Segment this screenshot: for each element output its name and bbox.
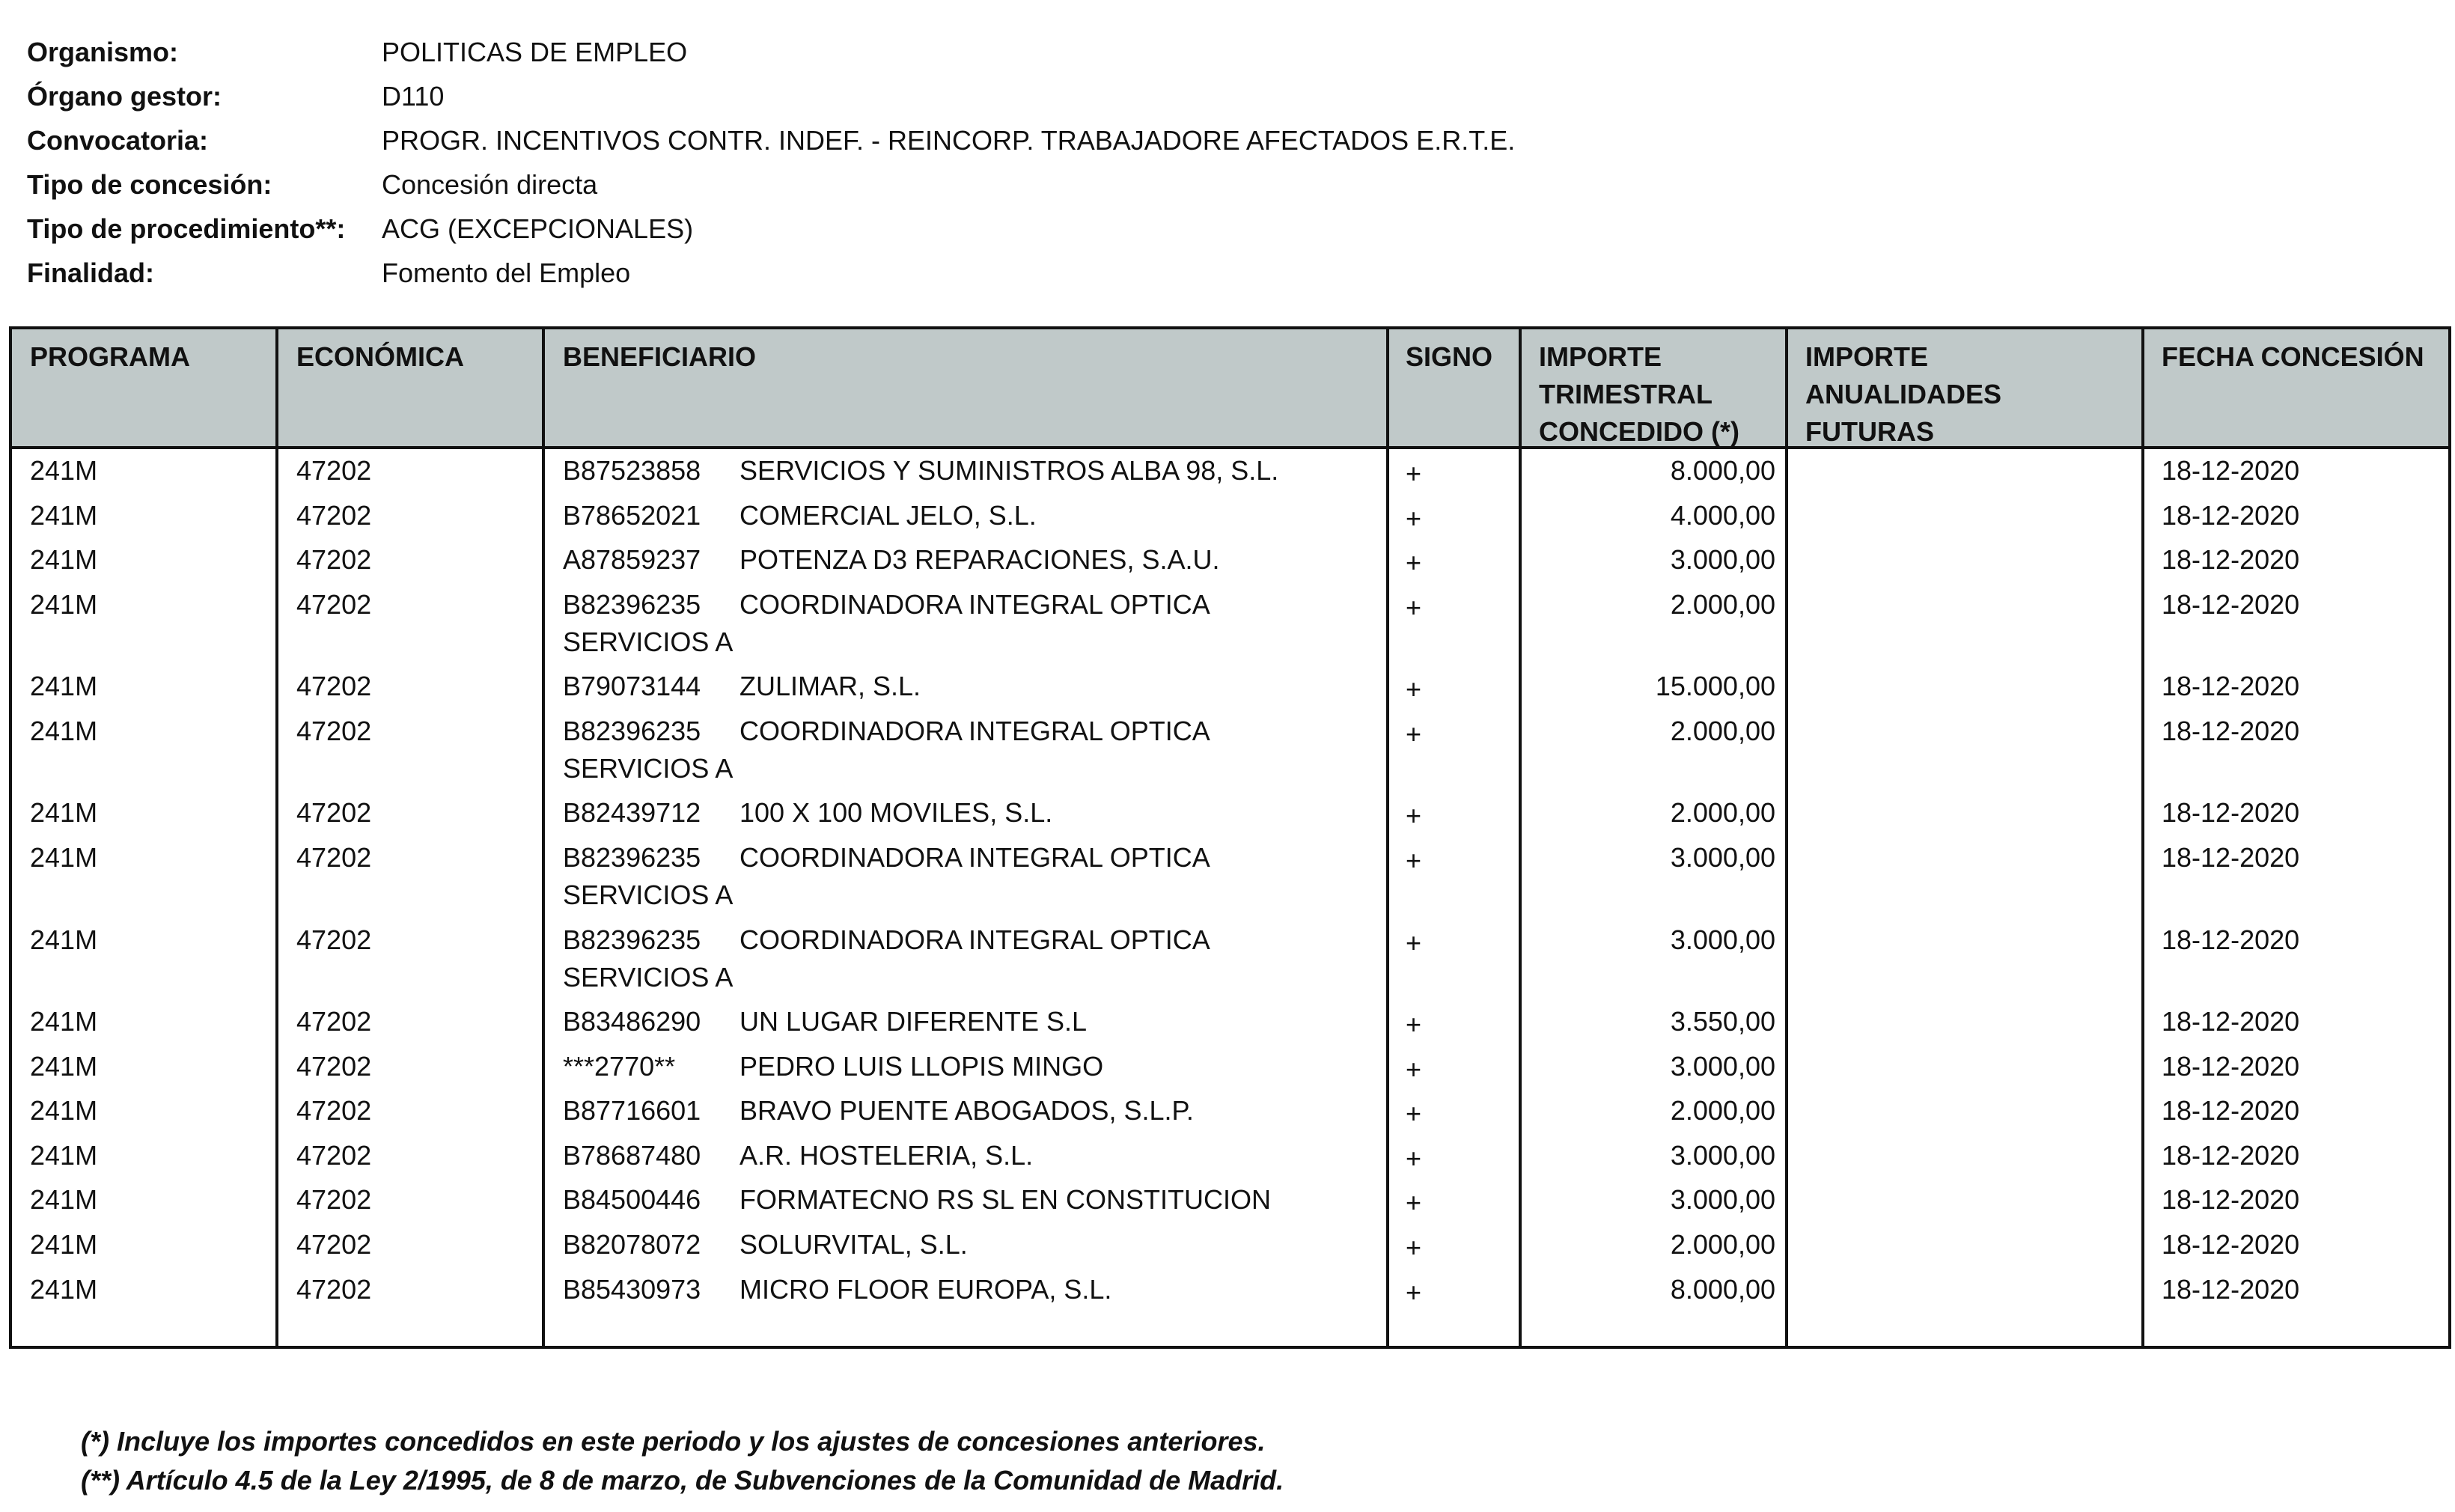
cell-importe-trimestral: 3.000,00 — [1670, 1139, 1775, 1171]
cell-programa: 241M — [30, 797, 98, 829]
header-line: ECONÓMICA — [296, 341, 464, 372]
table-row — [12, 1137, 2448, 1182]
cell-economica: 47202 — [296, 1095, 372, 1127]
cell-programa: 241M — [30, 455, 98, 486]
cell-importe-trimestral: 4.000,00 — [1670, 499, 1775, 531]
cell-fecha-concesion: 18-12-2020 — [2162, 544, 2300, 576]
cell-importe-trimestral: 3.000,00 — [1670, 544, 1775, 576]
cell-fecha-concesion: 18-12-2020 — [2162, 499, 2300, 531]
cell-nif: A87859237 — [563, 544, 701, 576]
cell-importe-trimestral: 3.550,00 — [1670, 1006, 1775, 1037]
cell-beneficiario-nombre-cont: SERVICIOS A — [563, 752, 734, 784]
cell-signo: + — [1406, 1187, 1422, 1219]
table-row — [12, 1181, 2448, 1226]
cell-economica: 47202 — [296, 1273, 372, 1305]
cell-fecha-concesion: 18-12-2020 — [2162, 588, 2300, 620]
cell-nif: ***2770** — [563, 1050, 676, 1082]
cell-economica: 47202 — [296, 715, 372, 746]
footnote: (**) Artículo 4.5 de la Ley 2/1995, de 8 de marzo, de Subvenciones de la Comunidad de Madrid. — [81, 1465, 1284, 1496]
cell-fecha-concesion: 18-12-2020 — [2162, 1229, 2300, 1260]
cell-signo: + — [1406, 1232, 1422, 1263]
cell-economica: 47202 — [296, 588, 372, 620]
header-line: IMPORTE — [1805, 341, 1929, 372]
cell-importe-trimestral: 2.000,00 — [1670, 715, 1775, 746]
cell-beneficiario-nombre: COORDINADORA INTEGRAL OPTICA — [739, 842, 1210, 873]
cell-importe-trimestral: 3.000,00 — [1670, 924, 1775, 955]
cell-signo: + — [1406, 800, 1422, 832]
header-signo — [1406, 338, 1492, 376]
cell-importe-trimestral: 8.000,00 — [1670, 1273, 1775, 1305]
header-economica — [296, 338, 464, 376]
cell-fecha-concesion: 18-12-2020 — [2162, 1095, 2300, 1127]
cell-signo: + — [1406, 458, 1422, 489]
header-line: IMPORTE — [1539, 341, 1662, 372]
cell-beneficiario-nombre: MICRO FLOOR EUROPA, S.L. — [739, 1273, 1112, 1305]
cell-beneficiario-nombre-cont: SERVICIOS A — [563, 961, 734, 993]
cell-nif: B87716601 — [563, 1095, 701, 1127]
table-row — [12, 541, 2448, 586]
header-line: BENEFICIARIO — [563, 341, 757, 372]
table-row — [12, 668, 2448, 713]
cell-programa: 241M — [30, 499, 98, 531]
cell-nif: B82396235 — [563, 842, 701, 873]
cell-beneficiario-nombre: SERVICIOS Y SUMINISTROS ALBA 98, S.L. — [739, 455, 1279, 486]
cell-beneficiario-nombre: COORDINADORA INTEGRAL OPTICA — [739, 588, 1210, 620]
meta-value: Fomento del Empleo — [382, 257, 631, 288]
cell-beneficiario-nombre: BRAVO PUENTE ABOGADOS, S.L.P. — [739, 1095, 1194, 1127]
cell-programa: 241M — [30, 1006, 98, 1037]
cell-fecha-concesion: 18-12-2020 — [2162, 1006, 2300, 1037]
table-row — [12, 452, 2448, 497]
cell-beneficiario-nombre: COMERCIAL JELO, S.L. — [739, 499, 1037, 531]
cell-nif: B78687480 — [563, 1139, 701, 1171]
cell-beneficiario-nombre: A.R. HOSTELERIA, S.L. — [739, 1139, 1034, 1171]
cell-economica: 47202 — [296, 1184, 372, 1216]
cell-signo: + — [1406, 547, 1422, 579]
meta-label: Convocatoria: — [27, 125, 209, 156]
cell-economica: 47202 — [296, 1139, 372, 1171]
cell-fecha-concesion: 18-12-2020 — [2162, 797, 2300, 829]
cell-nif: B79073144 — [563, 671, 701, 702]
cell-economica: 47202 — [296, 1229, 372, 1260]
table-row — [12, 1092, 2448, 1137]
cell-economica: 47202 — [296, 924, 372, 955]
cell-nif: B85430973 — [563, 1273, 701, 1305]
cell-fecha-concesion: 18-12-2020 — [2162, 455, 2300, 486]
cell-fecha-concesion: 18-12-2020 — [2162, 715, 2300, 746]
meta-value: D110 — [382, 81, 445, 112]
cell-beneficiario-nombre: POTENZA D3 REPARACIONES, S.A.U. — [739, 544, 1220, 576]
cell-signo: + — [1406, 718, 1422, 749]
table-header — [12, 329, 2448, 449]
cell-beneficiario-nombre-cont: SERVICIOS A — [563, 880, 734, 910]
cell-fecha-concesion: 18-12-2020 — [2162, 1139, 2300, 1171]
meta-label: Órgano gestor: — [27, 81, 222, 112]
cell-importe-trimestral: 2.000,00 — [1670, 1095, 1775, 1127]
meta-value: POLITICAS DE EMPLEO — [382, 37, 688, 67]
cell-importe-trimestral: 8.000,00 — [1670, 455, 1775, 486]
header-line: TRIMESTRAL — [1539, 379, 1713, 409]
header-line: PROGRAMA — [30, 341, 190, 372]
meta-label: Tipo de concesión: — [27, 169, 272, 200]
table-row — [12, 921, 2448, 1004]
cell-signo: + — [1406, 1276, 1422, 1308]
header-fecha-concesion — [2162, 338, 2424, 376]
cell-fecha-concesion: 18-12-2020 — [2162, 671, 2300, 702]
cell-nif: B82396235 — [563, 924, 701, 955]
cell-programa: 241M — [30, 671, 98, 702]
cell-signo: + — [1406, 1098, 1422, 1130]
cell-beneficiario-nombre-cont: SERVICIOS A — [563, 626, 734, 657]
cell-programa: 241M — [30, 1095, 98, 1127]
cell-nif: B82396235 — [563, 588, 701, 620]
meta-label: Finalidad: — [27, 257, 154, 288]
cell-importe-trimestral: 2.000,00 — [1670, 797, 1775, 829]
cell-economica: 47202 — [296, 1006, 372, 1037]
cell-beneficiario-nombre: FORMATECNO RS SL EN CONSTITUCION — [739, 1184, 1272, 1216]
cell-fecha-concesion: 18-12-2020 — [2162, 1273, 2300, 1305]
cell-importe-trimestral: 15.000,00 — [1655, 671, 1775, 702]
table-row — [12, 713, 2448, 795]
cell-programa: 241M — [30, 715, 98, 746]
cell-programa: 241M — [30, 544, 98, 576]
cell-programa: 241M — [30, 842, 98, 873]
cell-importe-trimestral: 3.000,00 — [1670, 1184, 1775, 1216]
grants-table — [9, 326, 2451, 1349]
table-body — [12, 449, 2448, 1346]
cell-fecha-concesion: 18-12-2020 — [2162, 1050, 2300, 1082]
table-row — [12, 1226, 2448, 1271]
cell-signo: + — [1406, 591, 1422, 623]
cell-beneficiario-nombre: PEDRO LUIS LLOPIS MINGO — [739, 1050, 1104, 1082]
header-line: ANUALIDADES — [1805, 379, 2002, 409]
cell-programa: 241M — [30, 1184, 98, 1216]
cell-nif: B78652021 — [563, 499, 701, 531]
cell-economica: 47202 — [296, 499, 372, 531]
cell-fecha-concesion: 18-12-2020 — [2162, 924, 2300, 955]
cell-beneficiario-nombre: 100 X 100 MOVILES, S.L. — [739, 797, 1053, 829]
cell-economica: 47202 — [296, 544, 372, 576]
cell-beneficiario-nombre: COORDINADORA INTEGRAL OPTICA — [739, 924, 1210, 955]
table-row — [12, 1048, 2448, 1093]
cell-signo: + — [1406, 674, 1422, 705]
cell-importe-trimestral: 3.000,00 — [1670, 1050, 1775, 1082]
cell-importe-trimestral: 2.000,00 — [1670, 588, 1775, 620]
cell-importe-trimestral: 2.000,00 — [1670, 1229, 1775, 1260]
cell-programa: 241M — [30, 1050, 98, 1082]
cell-economica: 47202 — [296, 455, 372, 486]
header-line: SIGNO — [1406, 341, 1493, 372]
header-line: FUTURAS — [1805, 416, 1934, 447]
header-importe-trimestral — [1539, 338, 1739, 451]
cell-beneficiario-nombre: UN LUGAR DIFERENTE S.L — [739, 1006, 1088, 1037]
footnotes — [81, 1422, 1284, 1500]
header-beneficiario — [563, 338, 756, 376]
footnote: (*) Incluye los importes concedidos en este periodo y los ajustes de concesiones anteriores. — [81, 1426, 1266, 1457]
meta-label: Organismo: — [27, 37, 179, 67]
cell-programa: 241M — [30, 1273, 98, 1305]
table-row — [12, 794, 2448, 839]
header-programa — [30, 338, 190, 376]
cell-fecha-concesion: 18-12-2020 — [2162, 842, 2300, 873]
cell-signo: + — [1406, 845, 1422, 876]
cell-programa: 241M — [30, 1229, 98, 1260]
table-row — [12, 497, 2448, 542]
cell-fecha-concesion: 18-12-2020 — [2162, 1184, 2300, 1216]
cell-beneficiario-nombre: COORDINADORA INTEGRAL OPTICA — [739, 715, 1210, 746]
cell-programa: 241M — [30, 1139, 98, 1171]
cell-economica: 47202 — [296, 797, 372, 829]
cell-economica: 47202 — [296, 842, 372, 873]
cell-signo: + — [1406, 502, 1422, 534]
cell-economica: 47202 — [296, 1050, 372, 1082]
header-importe-futuras — [1805, 338, 2001, 451]
cell-nif: B82396235 — [563, 715, 701, 746]
cell-nif: B82078072 — [563, 1229, 701, 1260]
cell-nif: B87523858 — [563, 455, 701, 486]
cell-signo: + — [1406, 1009, 1422, 1040]
table-row — [12, 586, 2448, 668]
cell-programa: 241M — [30, 588, 98, 620]
table-row — [12, 1271, 2448, 1316]
cell-nif: B82439712 — [563, 797, 701, 829]
cell-economica: 47202 — [296, 671, 372, 702]
meta-value: Concesión directa — [382, 169, 598, 200]
cell-beneficiario-nombre: ZULIMAR, S.L. — [739, 671, 921, 702]
cell-beneficiario-nombre: SOLURVITAL, S.L. — [739, 1229, 968, 1260]
header-line: CONCEDIDO (*) — [1539, 416, 1739, 447]
header-line: FECHA CONCESIÓN — [2162, 341, 2424, 372]
cell-nif: B83486290 — [563, 1006, 701, 1037]
cell-signo: + — [1406, 927, 1422, 958]
cell-nif: B84500446 — [563, 1184, 701, 1216]
meta-value: ACG (EXCEPCIONALES) — [382, 213, 694, 244]
meta-value: PROGR. INCENTIVOS CONTR. INDEF. - REINCORP. TRABAJADORE AFECTADOS E.R.T.E. — [382, 125, 1516, 156]
meta-label: Tipo de procedimiento**: — [27, 213, 346, 244]
cell-importe-trimestral: 3.000,00 — [1670, 842, 1775, 873]
table-row — [12, 839, 2448, 921]
cell-signo: + — [1406, 1053, 1422, 1085]
cell-signo: + — [1406, 1142, 1422, 1174]
cell-programa: 241M — [30, 924, 98, 955]
table-row — [12, 1003, 2448, 1048]
